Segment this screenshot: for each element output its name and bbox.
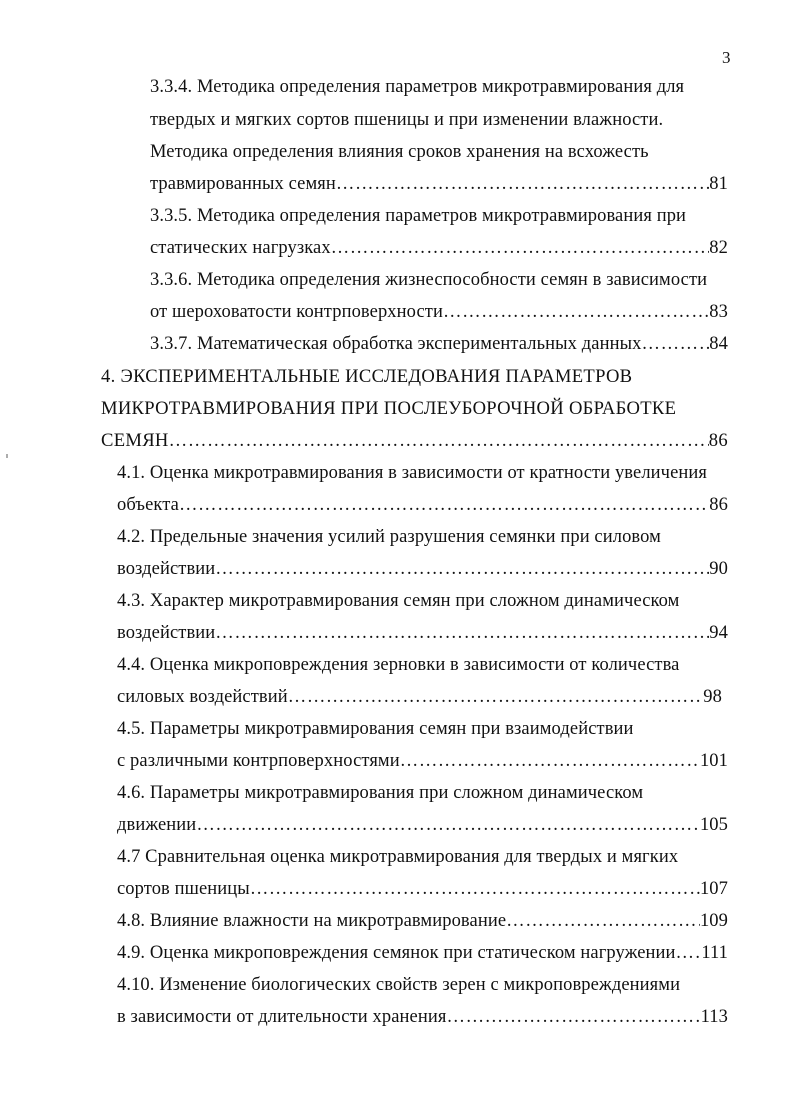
toc-3-3-4-line-2: твердых и мягких сортов пшеницы и при изменении влажности. — [150, 110, 664, 130]
toc-entry-title: 4.8. Влияние влажности на микротравмирование — [117, 911, 507, 931]
toc-entry-title: травмированных семян — [150, 174, 336, 194]
toc-4-3-line-1: 4.3. Характер микротравмирования семян при сложном динамическом — [117, 591, 680, 611]
toc-entry-4-6[interactable] — [117, 813, 728, 837]
toc-entry-4-5[interactable] — [117, 749, 728, 773]
toc-page-number: 98 — [703, 687, 722, 707]
toc-chapter-4-line-2: МИКРОТРАВМИРОВАНИЯ ПРИ ПОСЛЕУБОРОЧНОЙ ОБРАБОТКЕ — [101, 398, 677, 419]
dot-leader — [179, 493, 709, 517]
toc-entry-3-3-7[interactable] — [150, 332, 728, 356]
toc-3-3-4-line-3: Методика определения влияния сроков хранения на всхожесть — [150, 142, 649, 162]
dot-leader — [196, 813, 700, 837]
toc-entry-4-8[interactable] — [117, 909, 728, 933]
toc-4-7-line-1: 4.7 Сравнительная оценка микротравмирования для твердых и мягких — [117, 847, 679, 867]
dot-leader — [446, 1005, 700, 1029]
toc-entry-title: 4.9. Оценка микроповреждения семянок при статическом нагружении — [117, 943, 676, 963]
toc-4-10-line-1: 4.10. Изменение биологических свойств зерен с микроповреждениями — [117, 975, 681, 995]
toc-page-number: 109 — [699, 911, 728, 931]
toc-entry-title: с различными контрповерхностями — [117, 751, 400, 771]
toc-entry-title: 3.3.7. Математическая обработка экспериментальных данных — [150, 334, 642, 354]
toc-entry-3-3-4[interactable] — [150, 172, 728, 196]
toc-page-number: 81 — [709, 174, 728, 194]
scan-mark — [6, 454, 8, 458]
toc-4-5-line-1: 4.5. Параметры микротравмирования семян при взаимодействии — [117, 719, 634, 739]
toc-entry-title: в зависимости от длительности хранения — [117, 1007, 447, 1027]
toc-entry-title: воздействии — [117, 559, 216, 579]
toc-page-number: 83 — [709, 302, 728, 322]
toc-entry-title: силовых воздействий — [117, 687, 288, 707]
dot-leader — [331, 236, 710, 260]
toc-3-3-5-line-1: 3.3.5. Методика определения параметров микротравмирования при — [150, 206, 687, 226]
toc-4-6-line-1: 4.6. Параметры микротравмирования при сложном динамическом — [117, 783, 644, 803]
dot-leader — [288, 685, 704, 709]
toc-4-1-line-1: 4.1. Оценка микротравмирования в зависимости от кратности увеличения — [117, 463, 707, 483]
dot-leader — [215, 621, 709, 645]
toc-entry-title: движении — [117, 815, 197, 835]
toc-entry-4-1[interactable] — [117, 493, 728, 517]
toc-entry-title: от шероховатости контрповерхности — [150, 302, 443, 322]
toc-entry-3-3-5[interactable] — [150, 236, 728, 260]
toc-entry-4-2[interactable] — [117, 557, 728, 581]
toc-entry-4-4[interactable] — [117, 685, 722, 709]
toc-page-number: 86 — [708, 430, 728, 451]
toc-entry-title: объекта — [117, 495, 179, 515]
dot-leader — [641, 332, 709, 356]
toc-page-number: 82 — [709, 238, 728, 258]
page-number: 3 — [722, 48, 731, 67]
toc-entry-title: СЕМЯН — [101, 430, 169, 451]
toc-entry-chapter-4[interactable] — [101, 429, 728, 453]
toc-entry-title: статических нагрузках — [150, 238, 331, 258]
dot-leader — [215, 557, 709, 581]
toc-entry-4-9[interactable] — [117, 941, 728, 965]
dot-leader — [336, 172, 709, 196]
dot-leader — [400, 749, 700, 773]
toc-page-number: 105 — [699, 815, 728, 835]
toc-page-number: 94 — [709, 623, 728, 643]
toc-entry-4-10[interactable] — [117, 1005, 728, 1029]
dot-leader — [250, 877, 700, 901]
dot-leader — [443, 300, 709, 324]
toc-entry-title: сортов пшеницы — [117, 879, 250, 899]
toc-page-number: 111 — [701, 943, 728, 963]
toc-page-number: 84 — [709, 334, 728, 354]
toc-page-number: 90 — [709, 559, 728, 579]
toc-4-4-line-1: 4.4. Оценка микроповреждения зерновки в зависимости от количества — [117, 655, 680, 675]
toc-3-3-4-line-1: 3.3.4. Методика определения параметров микротравмирования для — [150, 77, 685, 97]
toc-entry-3-3-6[interactable] — [150, 300, 728, 324]
toc-page-number: 86 — [709, 495, 728, 515]
toc-page-number: 107 — [699, 879, 728, 899]
toc-page-number: 113 — [700, 1007, 728, 1027]
toc-page-number: 101 — [699, 751, 728, 771]
toc-entry-4-3[interactable] — [117, 621, 728, 645]
toc-3-3-6-line-1: 3.3.6. Методика определения жизнеспособности семян в зависимости — [150, 270, 708, 290]
toc-chapter-4-line-1: 4. ЭКСПЕРИМЕНТАЛЬНЫЕ ИССЛЕДОВАНИЯ ПАРАМЕТРОВ — [101, 366, 633, 387]
dot-leader — [506, 909, 700, 933]
dot-leader — [169, 429, 709, 453]
toc-4-2-line-1: 4.2. Предельные значения усилий разрушения семянки при силовом — [117, 527, 661, 547]
dot-leader — [676, 941, 702, 965]
toc-entry-title: воздействии — [117, 623, 216, 643]
toc-entry-4-7[interactable] — [117, 877, 728, 901]
